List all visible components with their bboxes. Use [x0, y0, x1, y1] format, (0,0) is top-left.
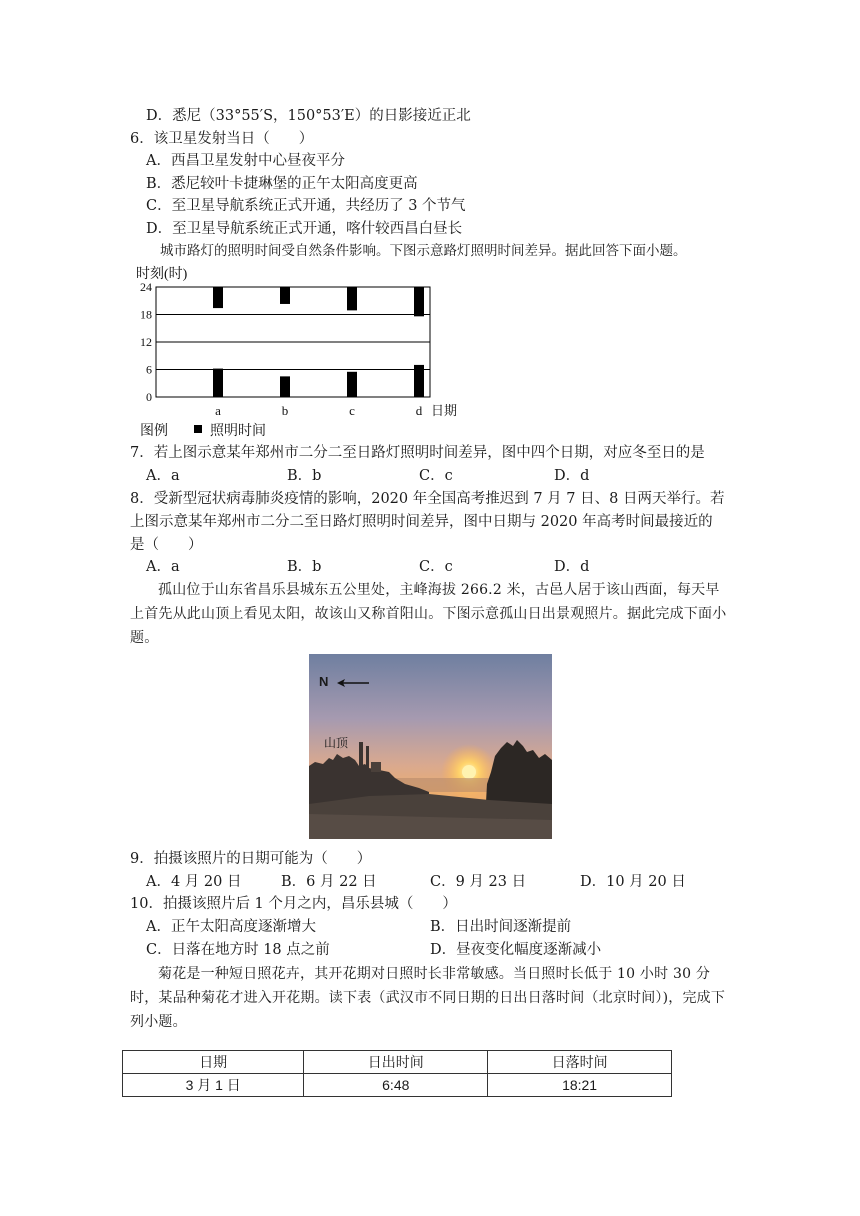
q8-option-d: D．d	[554, 559, 590, 575]
peak-label: 山顶	[324, 736, 349, 750]
q8-stem-line1: 8．受新型冠状病毒肺炎疫情的影响，2020 年全国高考推迟到 7 月 7 日、8 日两天举行。若	[130, 491, 725, 507]
q10-option-a: A．正午太阳高度逐渐增大	[146, 919, 316, 935]
legend-label: 照明时间	[210, 424, 266, 439]
bar-a	[213, 369, 223, 397]
y-tick-label: 6	[146, 362, 152, 377]
q9-option-a: A．4 月 20 日	[146, 874, 242, 890]
north-label: N	[319, 674, 329, 689]
x-tick-label-d: d	[415, 403, 423, 418]
table-header-sunrise: 日出时间	[304, 1051, 488, 1074]
lighting-time-chart	[128, 262, 468, 444]
q8-option-b: B．b	[287, 559, 322, 575]
sunrise-photo	[309, 654, 552, 839]
q9-stem: 9．拍摄该照片的日期可能为（ ）	[130, 851, 372, 867]
y-tick-label: 0	[146, 390, 152, 404]
chart-x-ticks	[215, 403, 423, 418]
q5-option-d: D．悉尼（33°55′S，150°53′E）的日影接近正北	[146, 108, 471, 124]
q6-option-b: B．悉尼较叶卡捷琳堡的正午太阳高度更高	[146, 176, 418, 192]
chart-y-ticks	[140, 280, 152, 404]
q10-option-d: D．昼夜变化幅度逐渐减小	[430, 942, 602, 958]
y-tick-label: 12	[140, 335, 152, 349]
q7-option-c: C．c	[419, 468, 453, 484]
pillar-1	[359, 742, 363, 768]
bar-d	[414, 365, 424, 397]
q6-stem: 6．该卫星发射当日（ ）	[130, 131, 314, 147]
intro-q9: 孤山位于山东省昌乐县城东五公里处，主峰海拔 266.2 米，古邑人居于该山西面，每天早上首先从此山顶上看见太阳，故该山又称首阳山。下图示意孤山日出景观照片。据此完成下面小题。	[130, 582, 727, 646]
q9-option-b: B．6 月 22 日	[281, 874, 377, 890]
table-header-sunset: 日落时间	[488, 1051, 672, 1074]
q8-option-c: C．c	[419, 559, 453, 575]
q7-option-d: D．d	[554, 468, 590, 484]
q6-option-d: D．至卫星导航系统正式开通，喀什较西昌白昼长	[146, 221, 463, 237]
sun	[462, 765, 476, 779]
q8-stem-line2: 上图示意某年郑州市二分二至日路灯照明时间差异，图中日期与 2020 年高考时间最接近的	[130, 514, 713, 530]
bar-d	[414, 287, 424, 316]
table-header-row	[123, 1051, 672, 1074]
y-tick-label: 18	[140, 307, 152, 322]
chart-gridlines	[156, 315, 430, 370]
bar-c	[347, 372, 357, 397]
q8-option-a: A．a	[146, 559, 180, 575]
pillar-2	[366, 746, 369, 768]
intro-q7: 城市路灯的照明时间受自然条件影响。下图示意路灯照明时间差异。据此回答下面小题。	[160, 243, 687, 259]
q10-stem: 10．拍摄该照片后 1 个月之内，昌乐县城（ ）	[130, 896, 457, 912]
bar-a	[213, 287, 223, 308]
legend-swatch	[194, 425, 202, 433]
intro-q11: 菊花是一种短日照花卉，其开花期对日照时长非常敏感。当日照时长低于 10 小时 30 分时，某品种菊花才进入开花期。读下表（武汉市不同日期的日出日落时间（北京时间）)，完成下列小题。	[130, 966, 726, 1030]
x-tick-label-b: b	[281, 403, 289, 418]
chart-ylabel: 时刻(时)	[136, 267, 188, 282]
table-cell-sunset: 18:21	[488, 1074, 672, 1097]
x-tick-label-a: a	[215, 403, 221, 418]
table-cell-date: 3 月 1 日	[123, 1074, 304, 1097]
table-cell-sunrise: 6:48	[304, 1074, 488, 1097]
q7-stem: 7．若上图示意某年郑州市二分二至日路灯照明时间差异，图中四个日期，对应冬至日的是	[130, 445, 705, 461]
y-tick-label: 24	[140, 280, 152, 294]
table-row	[123, 1074, 672, 1097]
q10-option-c: C．日落在地方时 18 点之前	[146, 942, 330, 958]
sunrise-sunset-table	[122, 1050, 672, 1097]
bar-c	[347, 287, 357, 310]
table-header-date: 日期	[123, 1051, 304, 1074]
q6-option-c: C．至卫星导航系统正式开通，共经历了 3 个节气	[146, 198, 466, 214]
q9-option-c: C．9 月 23 日	[430, 874, 527, 890]
chart-xlabel: 日期	[431, 403, 458, 418]
q6-option-a: A．西昌卫星发射中心昼夜平分	[146, 153, 345, 169]
q7-option-b: B．b	[287, 468, 322, 484]
q7-option-a: A．a	[146, 468, 180, 484]
q8-stem-line3: 是（ ）	[130, 537, 203, 553]
x-tick-label-c: c	[349, 403, 355, 418]
bar-b	[280, 287, 290, 304]
q10-option-b: B．日出时间逐渐提前	[430, 919, 572, 935]
q9-option-d: D．10 月 20 日	[580, 874, 686, 890]
bar-b	[280, 376, 290, 397]
legend-title: 图例	[140, 424, 168, 439]
